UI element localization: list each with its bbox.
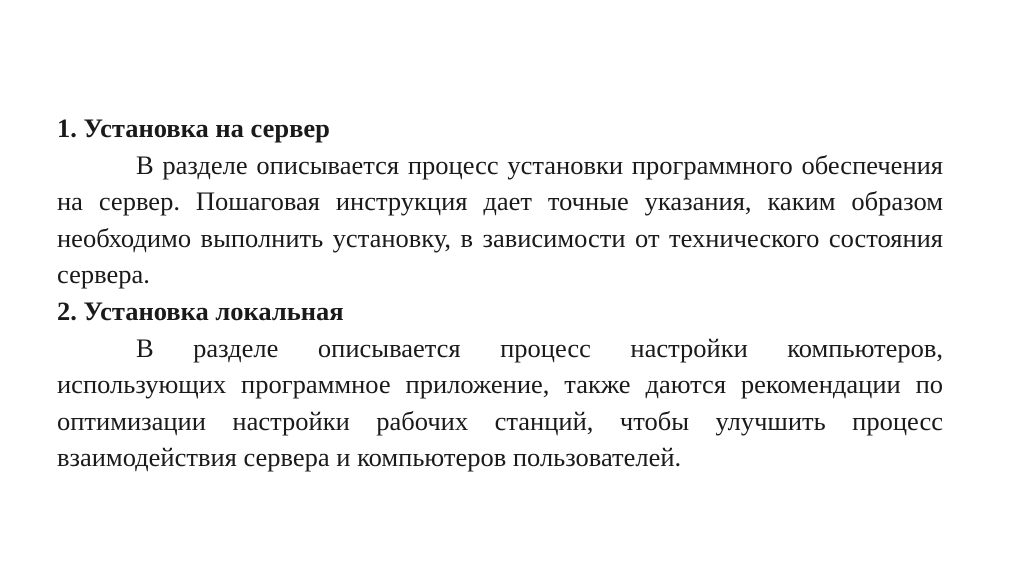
section-body-server-install: В разделе описывается процесс установки программного обеспечения на сервер. Пошаговая инструкция дает точные указания, каким образом необходимо выполнить установку, в зависимости от технического состояния сервера. xyxy=(57,149,943,290)
section-body-local-install: В разделе описывается процесс настройки компьютеров, использующих программное приложение, также даются рекомендации по оптимизации настройки рабочих станций, чтобы улучшить процесс взаимодействия сервера и компьютеров пользователей. xyxy=(57,332,943,473)
section-heading-local-install: 2. Установка локальная xyxy=(57,295,344,326)
slide-content xyxy=(57,110,943,476)
section-heading-server-install: 1. Установка на сервер xyxy=(57,113,330,143)
